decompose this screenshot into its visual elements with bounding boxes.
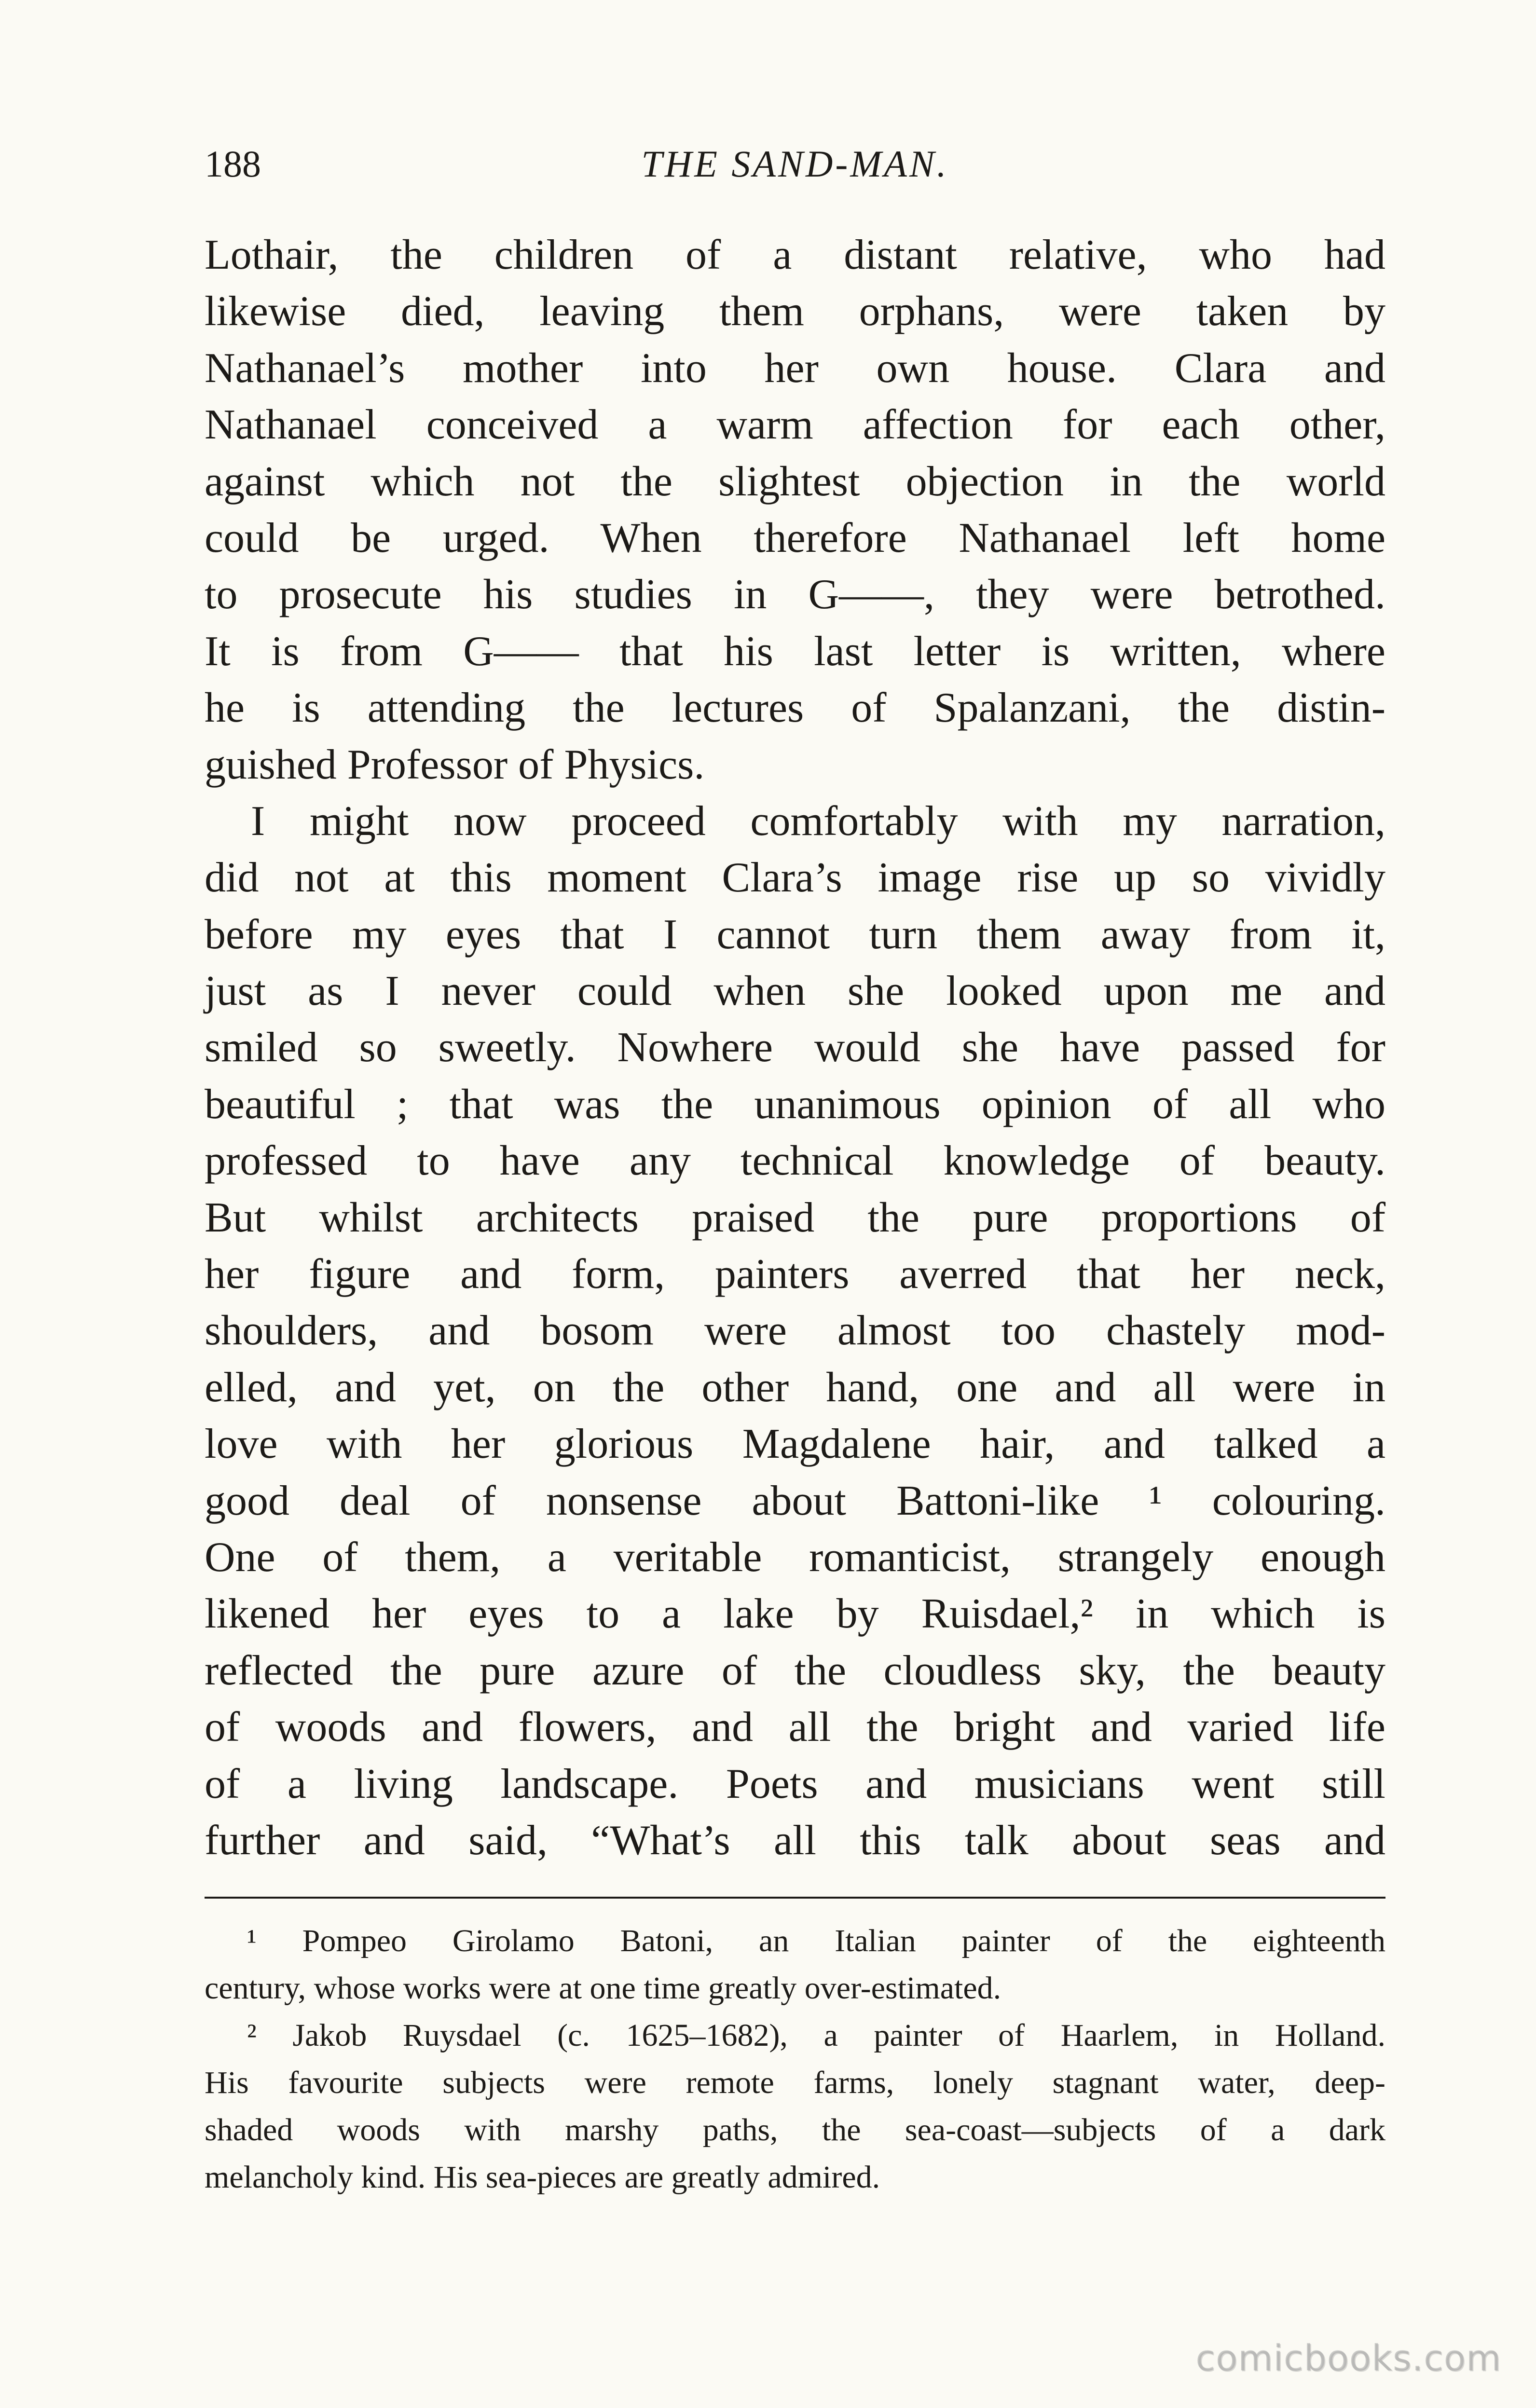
footnote-line: century, whose works were at one time greatly over-estimated. — [205, 1970, 1001, 2006]
text-line: before my eyes that I cannot turn them away from it, — [205, 911, 1385, 958]
text-line: her figure and form, painters averred that her neck, — [205, 1251, 1385, 1298]
footnote-line: ¹ Pompeo Girolamo Batoni, an Italian painter of the eighteenth — [247, 1923, 1385, 1958]
text-line: good deal of nonsense about Battoni-like ¹ colouring. — [205, 1477, 1385, 1524]
text-line: of a living landscape. Poets and musicians went still — [205, 1760, 1385, 1807]
text-line: he is attending the lectures of Spalanzani, the distin- — [205, 684, 1385, 732]
text-line: It is from G—— that his last letter is written, where — [205, 628, 1385, 675]
text-line: likened her eyes to a lake by Ruisdael,² in which is — [205, 1590, 1385, 1638]
text-line: Nathanael’s mother into her own house. Clara and — [205, 344, 1385, 392]
text-line: I might now proceed comfortably with my narration, — [251, 797, 1385, 845]
text-line: did not at this moment Clara’s image rise up so vividly — [205, 854, 1385, 902]
text-line: likewise died, leaving them orphans, were taken by — [205, 288, 1385, 335]
text-line: guished Professor of Physics. — [205, 741, 705, 788]
text-line: reflected the pure azure of the cloudless sky, the beauty — [205, 1647, 1385, 1694]
text-line: could be urged. When therefore Nathanael left home — [205, 514, 1385, 561]
page-number: 188 — [205, 143, 261, 185]
text-line: love with her glorious Magdalene hair, and talked a — [205, 1421, 1385, 1468]
text-line: of woods and flowers, and all the bright and varied life — [205, 1704, 1385, 1751]
text-line: But whilst architects praised the pure proportions of — [205, 1194, 1385, 1241]
text-line: just as I never could when she looked upon me and — [205, 968, 1385, 1015]
watermark: comicbooks.com — [1195, 2338, 1501, 2379]
text-line: smiled so sweetly. Nowhere would she have passed for — [205, 1024, 1385, 1071]
text-line: against which not the slightest objection in the world — [205, 458, 1385, 505]
body-text — [205, 227, 1385, 1869]
footnote-line: His favourite subjects were remote farms, lonely stagnant water, deep- — [205, 2065, 1385, 2100]
text-line: shoulders, and bosom were almost too chastely mod- — [205, 1307, 1385, 1354]
text-line: Nathanael conceived a warm affection for each other, — [205, 401, 1385, 449]
text-line: beautiful ; that was the unanimous opinion of all who — [205, 1081, 1385, 1128]
text-line: One of them, a veritable romanticist, strangely enough — [205, 1533, 1385, 1581]
footnote-line: shaded woods with marshy paths, the sea-coast—subjects of a dark — [205, 2112, 1385, 2148]
text-line: professed to have any technical knowledge of beauty. — [205, 1137, 1385, 1185]
running-title: THE SAND-MAN. — [641, 143, 949, 185]
footnote-divider — [205, 1897, 1385, 1899]
text-line: elled, and yet, on the other hand, one and all were in — [205, 1364, 1385, 1411]
text-line: to prosecute his studies in G——, they were betrothed. — [205, 571, 1385, 618]
footnote-line: ² Jakob Ruysdael (c. 1625–1682), a painter of Haarlem, in Holland. — [247, 2018, 1385, 2053]
text-line: further and said, “What’s all this talk about seas and — [205, 1817, 1385, 1864]
text-line: Lothair, the children of a distant relative, who had — [205, 232, 1385, 278]
footnotes — [205, 1917, 1385, 2201]
footnote-line: melancholy kind. His sea-pieces are greatly admired. — [205, 2160, 880, 2195]
page-header — [205, 135, 1385, 193]
